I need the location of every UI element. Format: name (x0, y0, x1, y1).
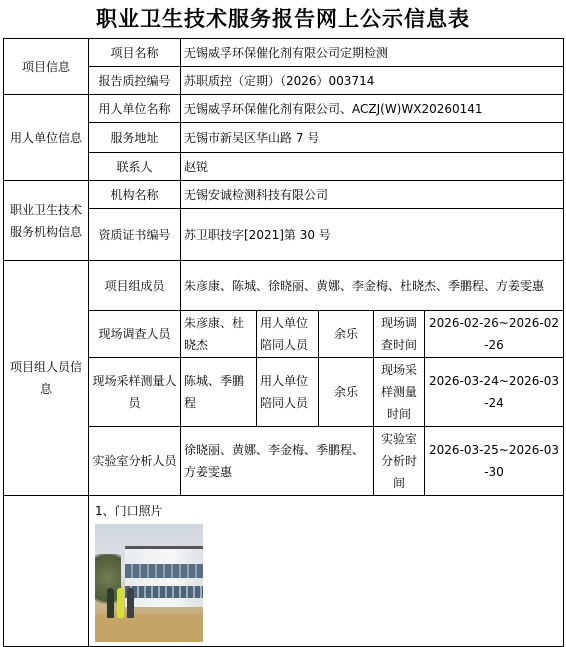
address-value: 无锡市新吴区华山路 7 号 (181, 123, 564, 153)
cert-no-value: 苏卫职技字[2021]第 30 号 (181, 209, 564, 261)
sampling-staff-label: 现场采样测量人员 (89, 358, 181, 427)
agency-name-value: 无锡安诚检测科技有限公司 (181, 181, 564, 209)
report-no-value: 苏职质控（定期）（2026）003714 (181, 67, 564, 95)
section-employer-info: 用人单位信息 (4, 95, 89, 181)
photo-windows-upper (125, 564, 203, 578)
survey-escort-label: 用人单位陪同人员 (257, 311, 319, 358)
photo-windows-lower (125, 586, 203, 598)
sampling-escort-label: 用人单位陪同人员 (257, 358, 319, 427)
sampling-time-label: 现场采样测量时间 (374, 358, 425, 427)
section-project-info: 项目信息 (4, 39, 89, 95)
section-agency-info: 职业卫生技术服务机构信息 (4, 181, 89, 261)
survey-staff-label: 现场调查人员 (89, 311, 181, 358)
project-name-value: 无锡威孚环保催化剂有限公司定期检测 (181, 39, 564, 67)
team-members-label: 项目组成员 (89, 261, 181, 311)
photo-empty-cell (4, 496, 89, 647)
survey-escort-value: 余乐 (319, 311, 374, 358)
agency-name-label: 机构名称 (89, 181, 181, 209)
team-members-value: 朱彦康、陈城、徐晓丽、黄娜、李金梅、杜晓杰、季鹏程、方姜雯惠 (181, 261, 564, 311)
lab-time-value: 2026-03-25~2026-03-30 (425, 427, 564, 496)
lab-time-label: 实验室分析时间 (374, 427, 425, 496)
cert-no-label: 资质证书编号 (89, 209, 181, 261)
survey-time-label: 现场调查时间 (374, 311, 425, 358)
address-label: 服务地址 (89, 123, 181, 153)
sampling-staff-value: 陈城、季鹏程 (181, 358, 257, 427)
photo-person-3 (127, 588, 134, 618)
building-entrance-photo (95, 524, 203, 642)
photo-cell (89, 496, 564, 647)
sampling-escort-value: 余乐 (319, 358, 374, 427)
lab-staff-value: 徐晓丽、黄娜、李金梅、季鹏程、方姜雯惠 (181, 427, 374, 496)
contact-value: 赵锐 (181, 153, 564, 181)
page-title: 职业卫生技术服务报告网上公示信息表 (96, 7, 470, 31)
lab-staff-label: 实验室分析人员 (89, 427, 181, 496)
survey-staff-value: 朱彦康、杜晓杰 (181, 311, 257, 358)
contact-label: 联系人 (89, 153, 181, 181)
info-table (3, 38, 564, 647)
section-team-info: 项目组人员信息 (4, 261, 89, 496)
photo-person-1 (107, 588, 114, 618)
report-no-label: 报告质控编号 (89, 67, 181, 95)
photo-caption: 1、门口照片 (95, 504, 163, 518)
employer-name-value: 无锡威孚环保催化剂有限公司、ACZJ(W)WX20260141 (181, 95, 564, 123)
project-name-label: 项目名称 (89, 39, 181, 67)
employer-name-label: 用人单位名称 (89, 95, 181, 123)
photo-ground (95, 614, 203, 642)
sampling-time-value: 2026-03-24~2026-03-24 (425, 358, 564, 427)
survey-time-value: 2026-02-26~2026-02-26 (425, 311, 564, 358)
photo-person-2 (117, 588, 124, 618)
